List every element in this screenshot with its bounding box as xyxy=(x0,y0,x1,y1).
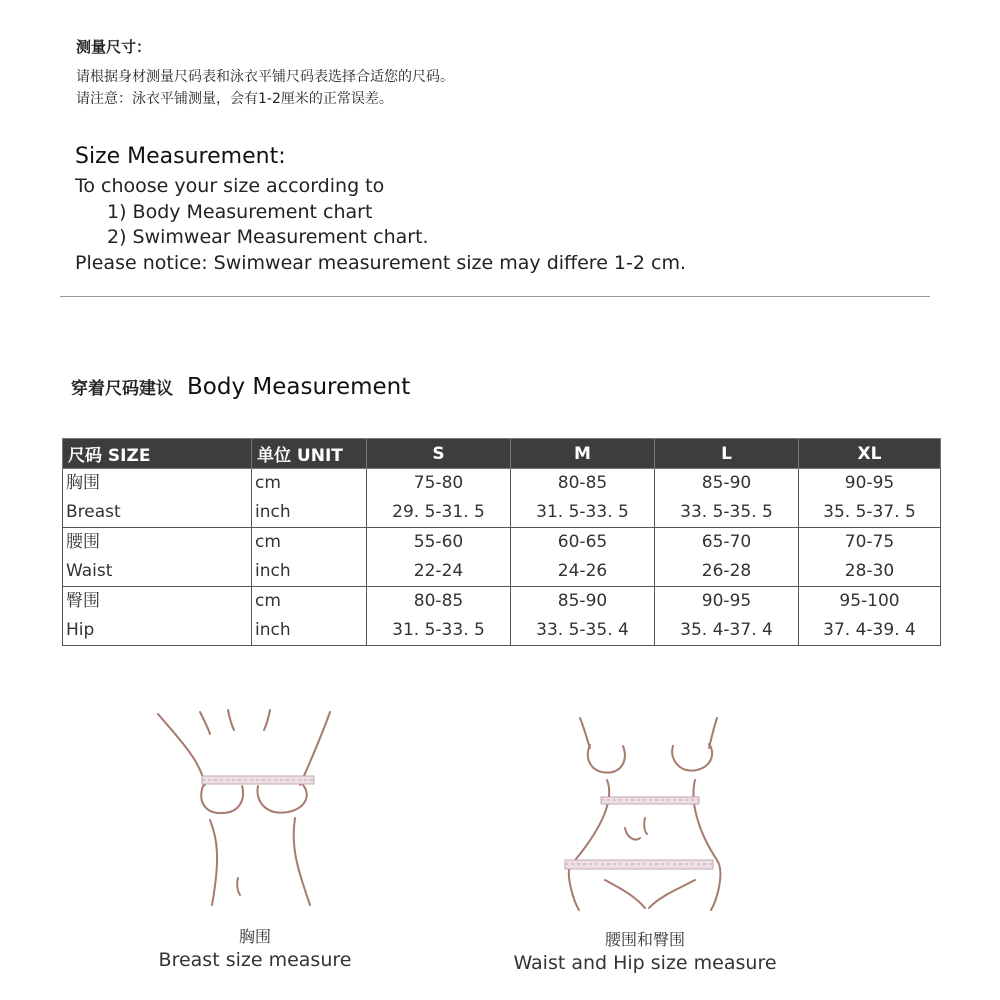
cell-m xyxy=(511,469,655,528)
table-row-hip xyxy=(63,587,941,646)
en-line-2: 1) Body Measurement chart xyxy=(107,200,373,223)
value-inch: 31. 5-33. 5 xyxy=(392,620,485,640)
header-xl: XL xyxy=(799,439,941,469)
header-unit: 单位 UNIT xyxy=(252,439,367,469)
pelvis-line-left xyxy=(605,880,645,908)
row-label xyxy=(63,469,252,528)
label-cn: 胸围 xyxy=(66,473,100,493)
label-en: Waist xyxy=(66,561,113,581)
header-m: M xyxy=(511,439,655,469)
neck-line-mid xyxy=(228,710,234,730)
neck-line-left xyxy=(200,712,210,734)
cell-s xyxy=(367,528,511,587)
navel-mark xyxy=(644,818,647,834)
value-cm: 90-95 xyxy=(701,591,752,611)
waist-hip-caption-en: Waist and Hip size measure xyxy=(513,952,777,974)
section-title-cn: 穿着尺码建议 xyxy=(71,379,173,399)
value-cm: 90-95 xyxy=(844,473,895,493)
unit-inch: inch xyxy=(255,620,291,640)
left-torso-outline xyxy=(210,820,217,905)
table-header-row xyxy=(63,439,941,469)
neck-line-right xyxy=(264,710,270,730)
unit-cm: cm xyxy=(255,532,281,552)
waist-tape xyxy=(601,797,699,804)
left-shoulder-outline xyxy=(158,714,205,785)
section-title xyxy=(71,374,410,400)
en-title: Size Measurement: xyxy=(75,144,286,169)
value-inch: 35. 5-37. 5 xyxy=(823,502,916,522)
cell-s xyxy=(367,469,511,528)
value-inch: 22-24 xyxy=(413,561,464,581)
breast-figure-illustration xyxy=(150,700,350,915)
right-torso-outline xyxy=(294,818,310,905)
cell-xl xyxy=(799,587,941,646)
cell-l xyxy=(655,469,799,528)
value-cm: 95-100 xyxy=(839,591,900,611)
cn-line-2: 请注意：泳衣平铺测量，会有1-2厘米的正常误差。 xyxy=(76,91,393,107)
cell-l xyxy=(655,587,799,646)
breast-caption-cn: 胸围 xyxy=(238,927,271,946)
value-cm: 55-60 xyxy=(413,532,464,552)
value-cm: 80-85 xyxy=(557,473,608,493)
unit-inch: inch xyxy=(255,502,291,522)
section-title-en: Body Measurement xyxy=(187,374,411,400)
value-inch: 37. 4-39. 4 xyxy=(823,620,916,640)
row-label xyxy=(63,587,252,646)
value-cm: 65-70 xyxy=(701,532,752,552)
size-table xyxy=(62,438,941,646)
left-shoulder-outline xyxy=(580,718,590,748)
row-unit xyxy=(252,528,367,587)
hip-tape xyxy=(565,860,713,869)
divider-line xyxy=(60,296,930,297)
breast-caption-en: Breast size measure xyxy=(158,949,352,971)
unit-inch: inch xyxy=(255,561,291,581)
label-en: Hip xyxy=(66,620,95,640)
value-cm: 85-90 xyxy=(557,591,608,611)
value-inch: 28-30 xyxy=(844,561,895,581)
left-breast-outline xyxy=(201,782,243,813)
header-s: S xyxy=(367,439,511,469)
unit-cm: cm xyxy=(255,591,281,611)
breast-tape xyxy=(202,776,314,784)
cn-title: 测量尺寸： xyxy=(76,38,152,56)
en-line-1: To choose your size according to xyxy=(75,175,385,197)
cell-l xyxy=(655,528,799,587)
en-line-3: 2) Swimwear Measurement chart. xyxy=(107,226,429,248)
value-cm: 80-85 xyxy=(413,591,464,611)
value-inch: 31. 5-33. 5 xyxy=(536,502,629,522)
value-cm: 70-75 xyxy=(844,532,895,552)
value-cm: 75-80 xyxy=(413,473,464,493)
english-intro xyxy=(75,142,686,276)
value-inch: 24-26 xyxy=(557,561,608,581)
right-breast-outline xyxy=(672,744,712,771)
left-breast-outline xyxy=(588,745,625,773)
chinese-intro xyxy=(76,38,454,110)
value-inch: 33. 5-35. 4 xyxy=(536,620,629,640)
header-size: 尺码 SIZE xyxy=(63,439,252,469)
navel-mark xyxy=(237,878,240,895)
row-label xyxy=(63,528,252,587)
waist-hip-caption xyxy=(495,929,795,975)
cell-xl xyxy=(799,528,941,587)
table-row-breast xyxy=(63,469,941,528)
value-inch: 29. 5-31. 5 xyxy=(392,502,485,522)
value-cm: 60-65 xyxy=(557,532,608,552)
value-cm: 85-90 xyxy=(701,473,752,493)
waist-hip-figure-illustration xyxy=(545,700,745,915)
row-unit xyxy=(252,469,367,528)
en-line-4: Please notice: Swimwear measurement size may differe 1-2 cm. xyxy=(75,251,686,274)
right-shoulder-outline xyxy=(300,712,330,785)
waist-hip-caption-cn: 腰围和臀围 xyxy=(604,930,685,949)
belly-curve xyxy=(625,828,640,840)
right-shoulder-outline xyxy=(709,718,717,748)
right-breast-outline xyxy=(257,782,306,813)
value-inch: 35. 4-37. 4 xyxy=(680,620,773,640)
breast-caption xyxy=(130,926,380,972)
value-inch: 33. 5-35. 5 xyxy=(680,502,773,522)
value-inch: 26-28 xyxy=(701,561,752,581)
cell-m xyxy=(511,587,655,646)
cell-s xyxy=(367,587,511,646)
label-cn: 腰围 xyxy=(66,532,100,552)
pelvis-line-right xyxy=(649,880,695,908)
label-en: Breast xyxy=(66,502,121,522)
row-unit xyxy=(252,587,367,646)
header-l: L xyxy=(655,439,799,469)
table-row-waist xyxy=(63,528,941,587)
cell-xl xyxy=(799,469,941,528)
label-cn: 臀围 xyxy=(66,591,100,611)
unit-cm: cm xyxy=(255,473,281,493)
cell-m xyxy=(511,528,655,587)
cn-line-1: 请根据身材测量尺码表和泳衣平铺尺码表选择合适您的尺码。 xyxy=(76,69,454,85)
